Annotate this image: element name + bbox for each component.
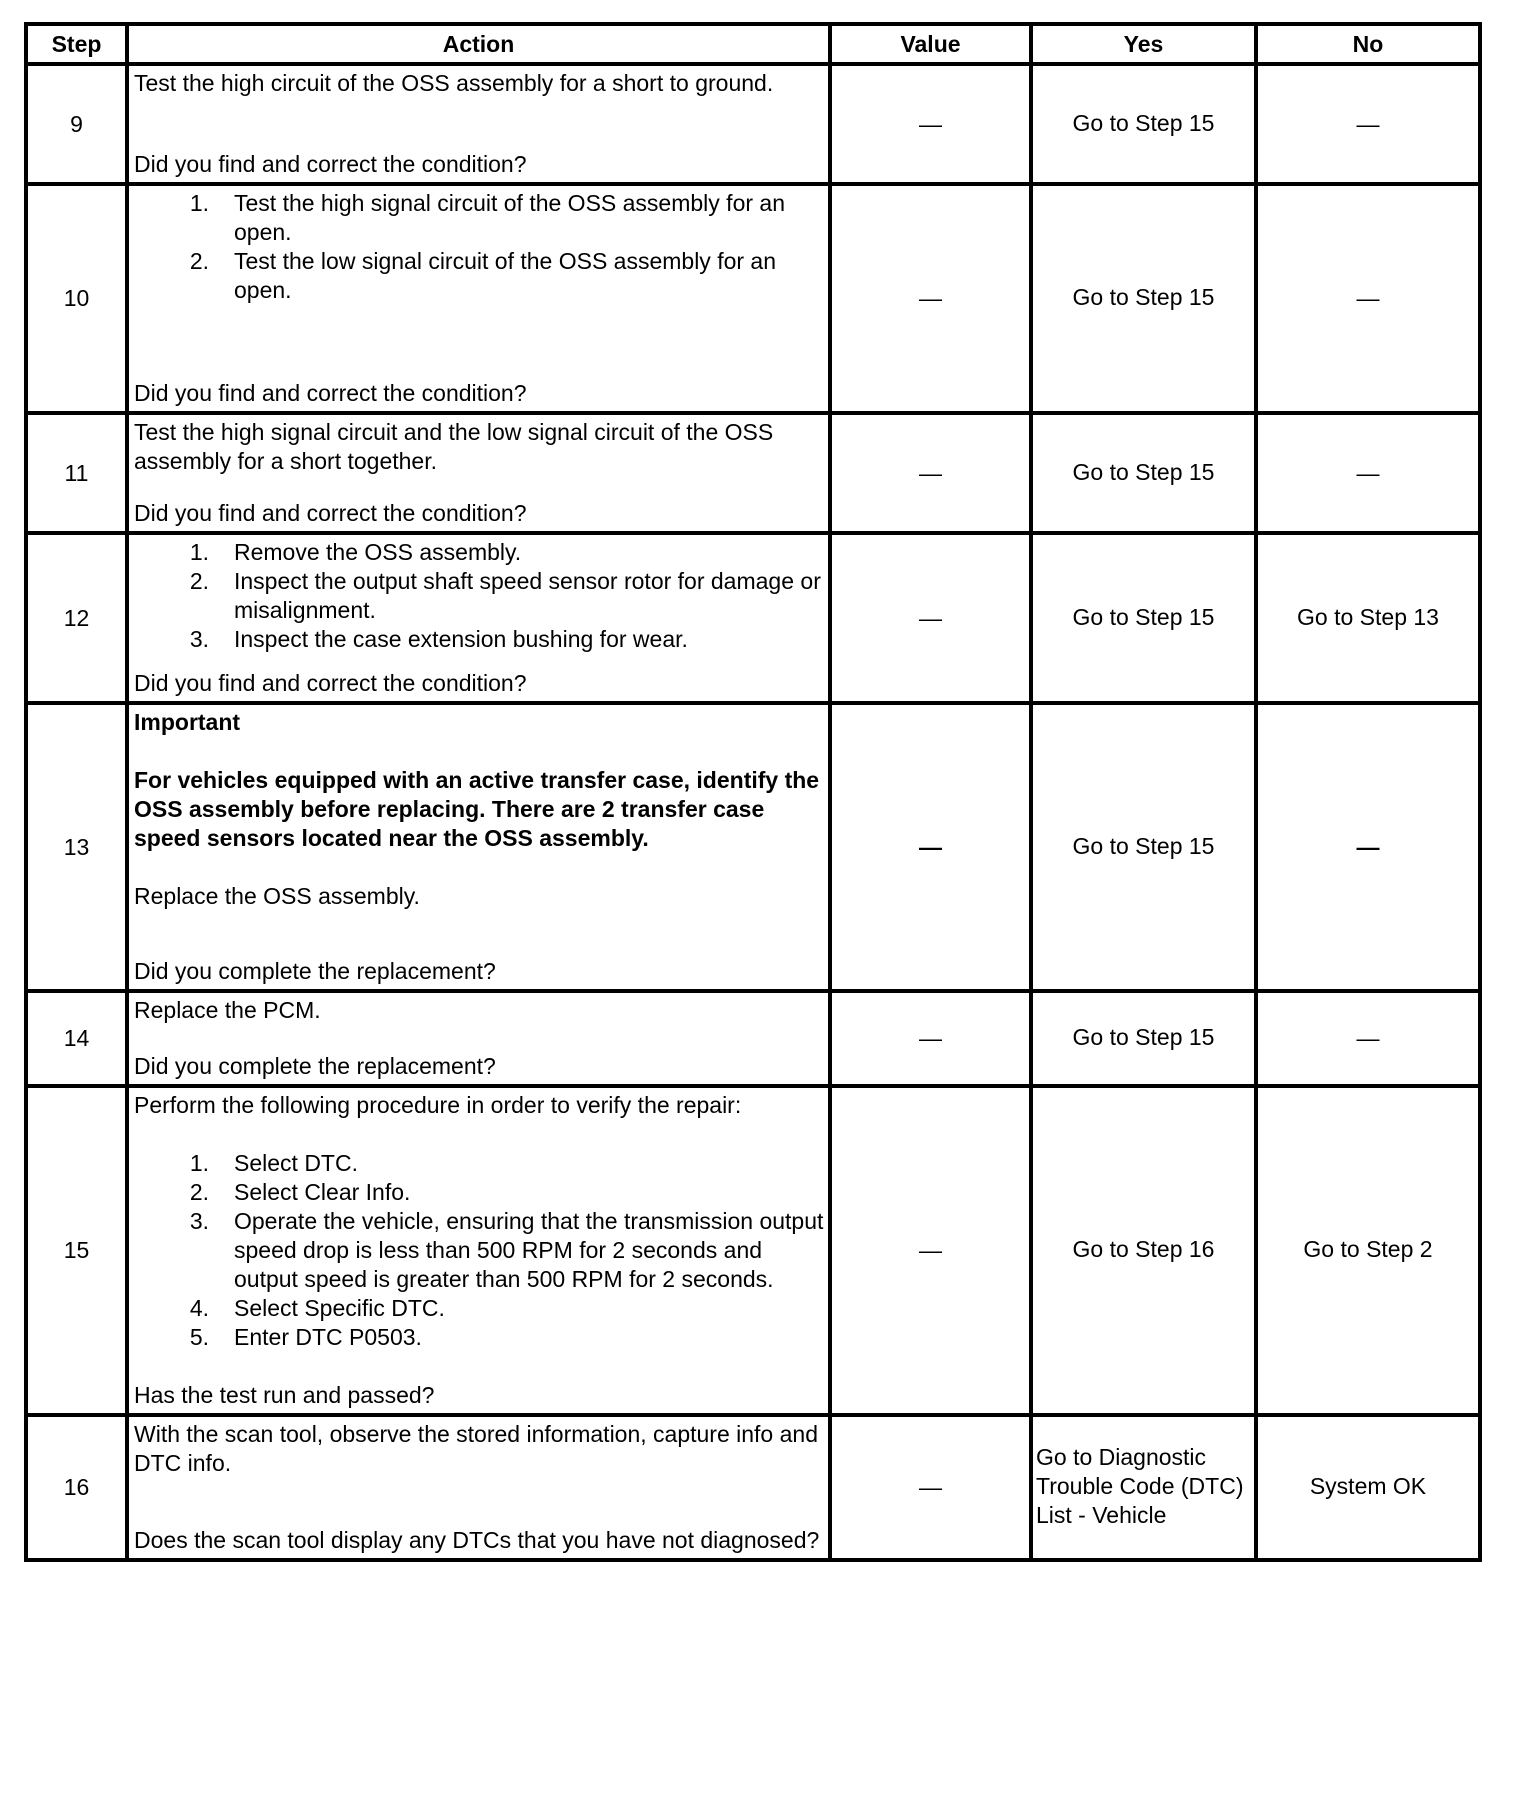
no-cell: — bbox=[1256, 991, 1480, 1086]
header-step: Step bbox=[26, 24, 127, 64]
action-list bbox=[134, 1149, 824, 1352]
value-cell: — bbox=[830, 64, 1031, 184]
step-number: 12 bbox=[26, 533, 127, 703]
yes-cell bbox=[1031, 1415, 1256, 1560]
yes-cell bbox=[1031, 991, 1256, 1086]
no-text: Go to Step 2 bbox=[1303, 1236, 1433, 1262]
action-question: Has the test run and passed? bbox=[134, 1382, 435, 1408]
action-cell bbox=[127, 64, 830, 184]
action-intro: Perform the following procedure in order to verify the repair: bbox=[134, 1092, 742, 1118]
list-item: 4. Select Specific DTC. bbox=[189, 1295, 445, 1321]
yes-text: Go to Step 15 bbox=[1072, 832, 1215, 859]
yes-text: Go to Step 15 bbox=[1072, 603, 1215, 630]
action-question: Did you find and correct the condition? bbox=[134, 151, 527, 177]
step-number: 15 bbox=[26, 1086, 127, 1415]
no-cell: — bbox=[1256, 184, 1480, 413]
yes-text: Go to Step 15 bbox=[1072, 284, 1215, 310]
action-text: Test the high signal circuit and the low signal circuit of the OSS assembly for a short together. bbox=[134, 419, 774, 474]
yes-cell bbox=[1031, 184, 1256, 413]
no-cell: — bbox=[1256, 64, 1480, 184]
action-cell bbox=[127, 533, 830, 703]
action-question: Did you complete the replacement? bbox=[134, 958, 496, 984]
list-item: 2. Inspect the output shaft speed sensor rotor for damage or misalignment. bbox=[189, 568, 821, 623]
action-cell bbox=[127, 184, 830, 413]
yes-cell bbox=[1031, 64, 1256, 184]
step-number: 9 bbox=[26, 64, 127, 184]
header-yes: Yes bbox=[1031, 24, 1256, 64]
action-list bbox=[134, 189, 824, 305]
action-question: Did you find and correct the condition? bbox=[134, 500, 527, 526]
no-cell: — bbox=[1256, 703, 1480, 991]
value-cell: — bbox=[830, 703, 1031, 991]
no-text: System OK bbox=[1309, 1473, 1427, 1499]
yes-text: Go to Step 15 bbox=[1072, 1024, 1215, 1050]
header-value: Value bbox=[830, 24, 1031, 64]
yes-text: Go to Step 15 bbox=[1072, 109, 1215, 136]
action-question: Did you find and correct the condition? bbox=[134, 380, 527, 406]
action-text: With the scan tool, observe the stored information, capture info and DTC info. bbox=[134, 1421, 818, 1476]
action-question: Did you complete the replacement? bbox=[134, 1053, 496, 1079]
action-cell bbox=[127, 1086, 830, 1415]
action-list bbox=[134, 538, 824, 654]
step-number: 11 bbox=[26, 413, 127, 533]
table-row bbox=[26, 1086, 1480, 1415]
list-item: 1. Test the high signal circuit of the OSS assembly for an open. bbox=[189, 190, 785, 245]
value-cell: — bbox=[830, 413, 1031, 533]
table-row bbox=[26, 413, 1480, 533]
diagnostic-table bbox=[24, 22, 1482, 1562]
yes-cell bbox=[1031, 533, 1256, 703]
value-cell: — bbox=[830, 1086, 1031, 1415]
yes-cell bbox=[1031, 1086, 1256, 1415]
no-cell bbox=[1256, 1415, 1480, 1560]
value-cell: — bbox=[830, 533, 1031, 703]
action-cell bbox=[127, 991, 830, 1086]
step-number: 16 bbox=[26, 1415, 127, 1560]
step-number: 10 bbox=[26, 184, 127, 413]
list-item: 1. Remove the OSS assembly. bbox=[189, 539, 522, 565]
action-cell bbox=[127, 413, 830, 533]
important-title: Important bbox=[134, 709, 241, 735]
header-action: Action bbox=[127, 24, 830, 64]
list-item: 2. Test the low signal circuit of the OSS assembly for an open. bbox=[189, 248, 777, 303]
action-text: Replace the PCM. bbox=[134, 997, 321, 1023]
action-text: Test the high circuit of the OSS assembly for a short to ground. bbox=[134, 70, 774, 96]
table-row bbox=[26, 703, 1480, 991]
yes-text: Go to Step 16 bbox=[1072, 1236, 1215, 1262]
list-item: 3. Inspect the case extension bushing for wear. bbox=[189, 626, 688, 652]
step-number: 14 bbox=[26, 991, 127, 1086]
list-item: 1. Select DTC. bbox=[189, 1150, 358, 1176]
list-item: 3. Operate the vehicle, ensuring that the transmission output speed drop is less than 500 RPM for 2 seconds and output speed is greater than 500 RPM for 2 seconds. bbox=[189, 1208, 824, 1292]
table-row bbox=[26, 1415, 1480, 1560]
yes-text: Go to Step 15 bbox=[1072, 458, 1215, 485]
table-row bbox=[26, 64, 1480, 184]
action-text: Replace the OSS assembly. bbox=[134, 883, 420, 909]
yes-text: Go to Diagnostic Trouble Code (DTC) List - Vehicle bbox=[1036, 1444, 1244, 1528]
no-text: Go to Step 13 bbox=[1297, 603, 1439, 630]
important-text: For vehicles equipped with an active transfer case, identify the OSS assembly before replacing. There are 2 transfer case speed sensors located near the OSS assembly. bbox=[134, 767, 820, 851]
no-cell bbox=[1256, 1086, 1480, 1415]
list-item: 5. Enter DTC P0503. bbox=[189, 1324, 422, 1350]
no-cell bbox=[1256, 533, 1480, 703]
table-row bbox=[26, 184, 1480, 413]
value-cell: — bbox=[830, 1415, 1031, 1560]
action-question: Did you find and correct the condition? bbox=[134, 670, 527, 696]
list-item: 2. Select Clear Info. bbox=[189, 1179, 411, 1205]
step-number: 13 bbox=[26, 703, 127, 991]
header-row bbox=[26, 24, 1480, 64]
action-question: Does the scan tool display any DTCs that you have not diagnosed? bbox=[134, 1527, 820, 1553]
yes-cell bbox=[1031, 703, 1256, 991]
header-no: No bbox=[1256, 24, 1480, 64]
value-cell: — bbox=[830, 991, 1031, 1086]
table-row bbox=[26, 991, 1480, 1086]
table-row bbox=[26, 533, 1480, 703]
no-cell: — bbox=[1256, 413, 1480, 533]
yes-cell bbox=[1031, 413, 1256, 533]
action-cell bbox=[127, 1415, 830, 1560]
value-cell: — bbox=[830, 184, 1031, 413]
action-cell bbox=[127, 703, 830, 991]
